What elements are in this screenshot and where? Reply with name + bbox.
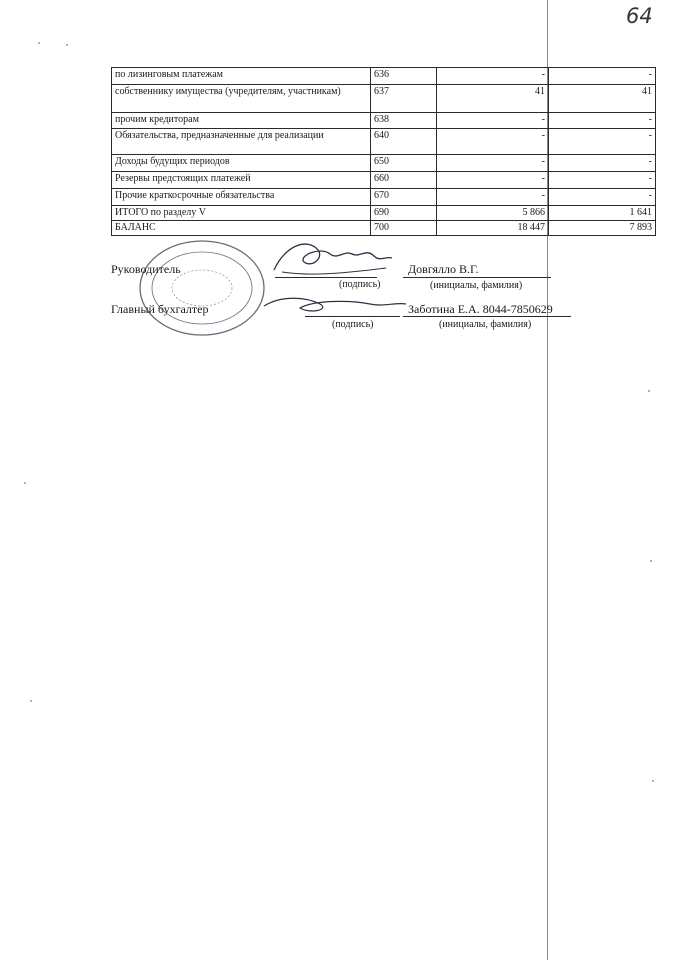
row-value-previous: 41 bbox=[549, 85, 656, 113]
scan-speck bbox=[66, 44, 68, 46]
row-value-previous: - bbox=[549, 68, 656, 85]
row-code: 660 bbox=[371, 172, 437, 189]
page-number: 64 bbox=[626, 4, 653, 28]
row-label: Доходы будущих периодов bbox=[112, 155, 371, 172]
table-row bbox=[112, 68, 656, 85]
row-code: 636 bbox=[371, 68, 437, 85]
row-value-current: - bbox=[437, 172, 549, 189]
row-value-previous: 1 641 bbox=[549, 206, 656, 221]
scan-speck bbox=[648, 390, 650, 392]
scan-speck bbox=[38, 42, 40, 44]
accountant-title: Главный бухгалтер bbox=[111, 302, 209, 316]
row-code: 640 bbox=[371, 129, 437, 155]
row-value-current: - bbox=[437, 129, 549, 155]
table-row bbox=[112, 129, 656, 155]
row-value-previous: - bbox=[549, 129, 656, 155]
row-value-previous: - bbox=[549, 113, 656, 129]
table-row bbox=[112, 206, 656, 221]
table-row bbox=[112, 113, 656, 129]
table-row bbox=[112, 155, 656, 172]
table-row bbox=[112, 221, 656, 236]
row-code: 690 bbox=[371, 206, 437, 221]
table-row bbox=[112, 172, 656, 189]
head-name: Довгялло В.Г. bbox=[408, 262, 479, 276]
accountant-name-line bbox=[403, 316, 571, 317]
row-value-current: 41 bbox=[437, 85, 549, 113]
row-value-current: - bbox=[437, 68, 549, 85]
row-label: БАЛАНС bbox=[112, 221, 371, 236]
head-name-line bbox=[403, 277, 551, 278]
row-label: собственнику имущества (учредителям, участникам) bbox=[112, 85, 371, 113]
row-value-current: 18 447 bbox=[437, 221, 549, 236]
scan-speck bbox=[652, 780, 654, 782]
row-value-previous: - bbox=[549, 189, 656, 206]
accountant-signature-line bbox=[305, 316, 400, 317]
row-label: Резервы предстоящих платежей bbox=[112, 172, 371, 189]
row-code: 670 bbox=[371, 189, 437, 206]
accountant-name: Заботина Е.А. 8044-7850629 bbox=[408, 302, 553, 316]
table-row bbox=[112, 85, 656, 113]
head-signature-line bbox=[275, 277, 377, 278]
scan-speck bbox=[30, 700, 32, 702]
scan-speck bbox=[650, 560, 652, 562]
balance-table bbox=[111, 67, 656, 236]
scan-speck bbox=[24, 482, 26, 484]
row-value-current: - bbox=[437, 155, 549, 172]
accountant-name-caption: (инициалы, фамилия) bbox=[439, 319, 532, 330]
row-value-previous: - bbox=[549, 172, 656, 189]
row-label: ИТОГО по разделу V bbox=[112, 206, 371, 221]
head-title: Руководитель bbox=[111, 262, 181, 276]
row-value-current: 5 866 bbox=[437, 206, 549, 221]
row-label: прочим кредиторам bbox=[112, 113, 371, 129]
row-value-current: - bbox=[437, 113, 549, 129]
table-row bbox=[112, 189, 656, 206]
company-stamp bbox=[137, 238, 267, 338]
row-value-previous: - bbox=[549, 155, 656, 172]
head-name-caption: (инициалы, фамилия) bbox=[430, 280, 523, 291]
row-code: 700 bbox=[371, 221, 437, 236]
row-label: Обязательства, предназначенные для реализации bbox=[112, 129, 371, 155]
row-code: 650 bbox=[371, 155, 437, 172]
row-code: 637 bbox=[371, 85, 437, 113]
row-value-current: - bbox=[437, 189, 549, 206]
row-value-previous: 7 893 bbox=[549, 221, 656, 236]
row-code: 638 bbox=[371, 113, 437, 129]
row-label: по лизинговым платежам bbox=[112, 68, 371, 85]
accountant-signature-caption: (подпись) bbox=[332, 319, 374, 330]
row-label: Прочие краткосрочные обязательства bbox=[112, 189, 371, 206]
head-signature-caption: (подпись) bbox=[339, 279, 381, 290]
